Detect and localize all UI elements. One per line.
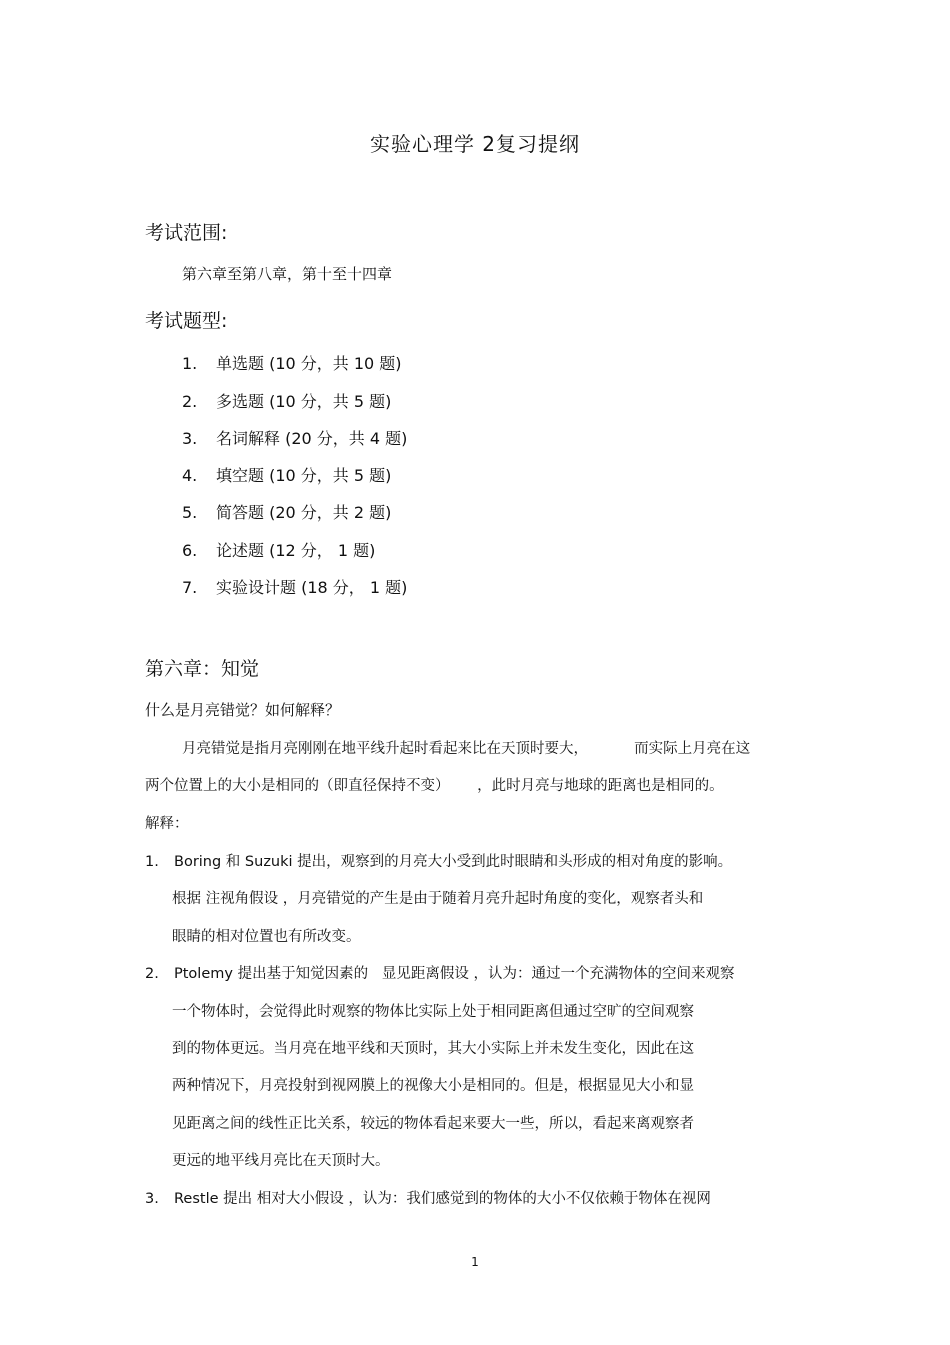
list-text: 多选题 (10 分，共 5 题): [216, 392, 392, 411]
exam-type-item: [182, 538, 375, 561]
exam-type-item: [182, 389, 391, 412]
chapter-heading: 第六章：知觉: [145, 658, 260, 680]
exam-type-item: [182, 426, 407, 449]
exam-type-item: [182, 575, 407, 598]
list-text: 简答题 (20 分，共 2 题): [216, 503, 392, 522]
explanation-line: 到的物体更远。当月亮在地平线和天顶时，其大小实际上并未发生变化，因此在这: [172, 1041, 694, 1057]
document-title: 实验心理学 2复习提纲: [369, 132, 581, 156]
exam-scope-text: 第六章至第八章，第十至十四章: [182, 265, 393, 283]
definition-line: 两个位置上的大小是相同的（即直径保持不变） ，此时月亮与地球的距离也是相同的。: [145, 778, 724, 794]
list-number: 1.: [145, 854, 159, 870]
list-number: 3.: [182, 429, 198, 448]
exam-type-item: [182, 463, 391, 486]
explanation-line: 更远的地平线月亮比在天顶时大。: [172, 1153, 390, 1169]
explanation-line: 眼睛的相对位置也有所改变。: [172, 929, 361, 945]
explanation-line: 根据 注视角假设 ，月亮错觉的产生是由于随着月亮升起时角度的变化，观察者头和: [172, 891, 704, 907]
explanation-item: [145, 1187, 711, 1208]
page-number: 1: [471, 1255, 479, 1269]
list-text: 填空题 (10 分，共 5 题): [216, 466, 392, 485]
exam-scope-heading: 考试范围:: [145, 222, 228, 244]
exam-type-item: [182, 500, 391, 523]
explanation-line: Ptolemy 提出基于知觉因素的 显见距离假设 ，认为：通过一个充满物体的空间来观察: [174, 966, 735, 982]
explanation-line: 见距离之间的线性正比关系，较远的物体看起来要大一些，所以，看起来离观察者: [172, 1116, 694, 1132]
explanation-item: [145, 962, 735, 983]
list-text: 论述题 (12 分， 1 题): [216, 541, 376, 560]
explanation-line: 两种情况下，月亮投射到视网膜上的视像大小是相同的。但是，根据显见大小和显: [172, 1078, 694, 1094]
explain-label: 解释：: [145, 816, 189, 832]
explanation-line: 一个物体时，会觉得此时观察的物体比实际上处于相同距离但通过空旷的空间观察: [172, 1004, 694, 1020]
definition-line: 月亮错觉是指月亮刚刚在地平线升起时看起来比在天顶时要大， 而实际上月亮在这: [182, 741, 751, 757]
list-number: 2.: [145, 966, 159, 982]
question-text: 什么是月亮错觉？如何解释？: [145, 701, 341, 719]
list-number: 5.: [182, 503, 198, 522]
exam-type-item: [182, 351, 402, 374]
explanation-line: Restle 提出 相对大小假设 ，认为：我们感觉到的物体的大小不仅依赖于物体在视网: [174, 1191, 711, 1207]
list-number: 7.: [182, 578, 198, 597]
list-number: 2.: [182, 392, 198, 411]
list-text: 实验设计题 (18 分， 1 题): [216, 578, 408, 597]
exam-types-heading: 考试题型:: [145, 310, 228, 332]
explanation-item: [145, 850, 732, 871]
explanation-line: Boring 和 Suzuki 提出，观察到的月亮大小受到此时眼睛和头形成的相对角度的影响。: [174, 854, 733, 870]
list-number: 6.: [182, 541, 198, 560]
list-number: 3.: [145, 1191, 159, 1207]
list-text: 单选题 (10 分，共 10 题): [216, 354, 402, 373]
list-number: 4.: [182, 466, 198, 485]
list-text: 名词解释 (20 分，共 4 题): [216, 429, 408, 448]
list-number: 1.: [182, 354, 198, 373]
